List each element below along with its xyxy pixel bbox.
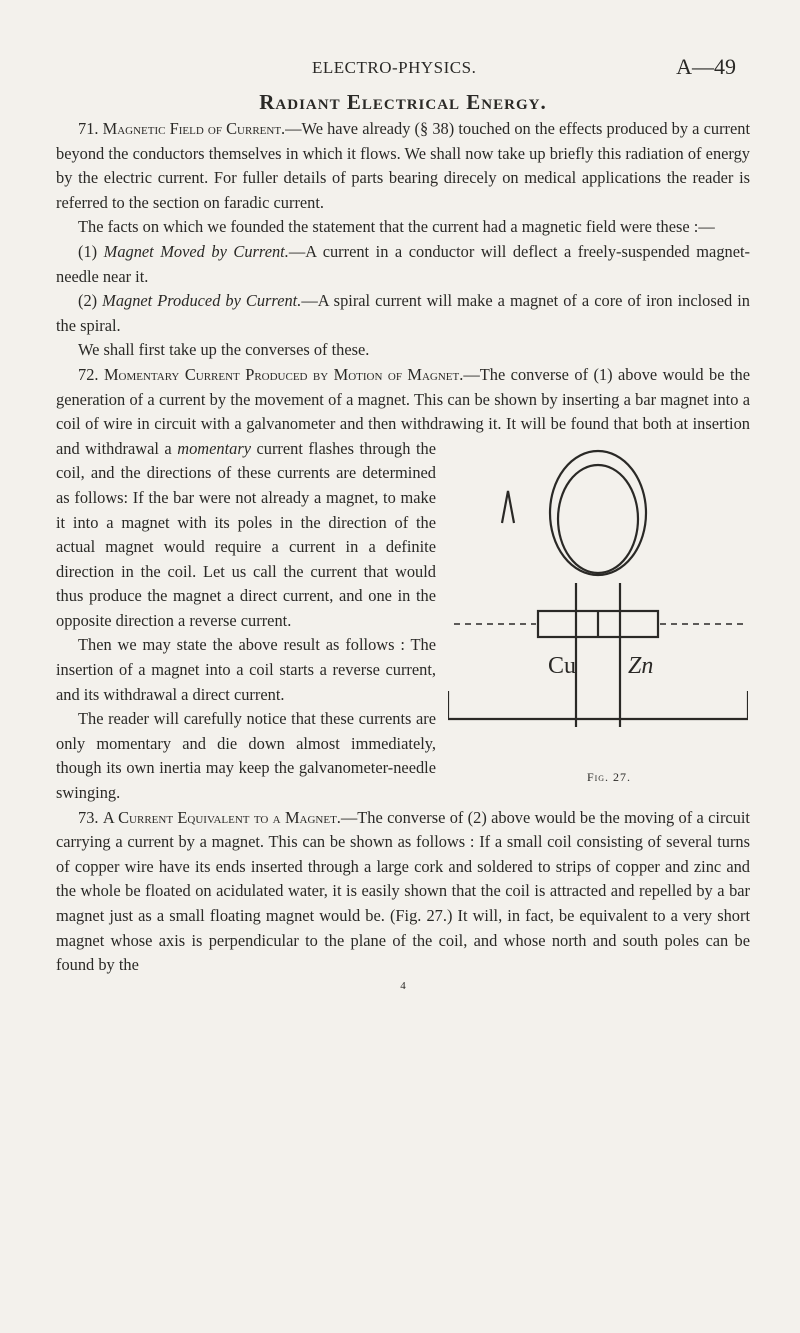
arrow-mark	[502, 491, 514, 523]
paragraph-text: current flashes through the coil, and the directions of these currents are determined as follows: If the bar were not already a magnet, to make it into a magnet with its poles in the direction of the actual magnet would require a current in a definite direction in the coil. Let us call the current that would thus produce the magnet a direct current, and one in the opposite direction a reverse current.	[56, 438, 436, 630]
list-item-2	[56, 289, 750, 338]
coil-inner-turn	[558, 465, 638, 573]
book-page	[56, 48, 750, 992]
paragraph-text: —The converse of (2) above would be the moving of a circuit carrying a current by a magnet. This can be shown as follows : If a small coil consisting of several turns of copper wire have its ends inserted through a large cork and soldered to strips of copper and zinc and the whole be floated on acidulated water, it is easily shown that the coil is attracted and repelled by a bar magnet just as a small floating magnet would be. (Fig. 27.) It will, in fact, be equivalent to a very short magnet whose axis is perpendicular to the plane of the coil, and whose north and south poles can be found by the	[56, 807, 750, 975]
paragraph-73	[56, 806, 750, 978]
label-cu: Cu	[548, 652, 577, 679]
emphasis-momentary: momentary	[177, 438, 251, 458]
list-item-title: Magnet Moved by Current.	[103, 241, 289, 261]
paragraph-reader: The reader will carefully notice that these currents are only momentary and die down almost immediately, though its own inertia may keep the galvanometer-needle swinging.	[56, 709, 436, 803]
paragraph-text: —We have already (§ 38) touched on the effects produced by a current beyond the conductors themselves in which it flows. We shall now take up briefly this radiation of energy by the electric current. For fuller details of parts bearing direcely on medical applications the reader is referred to the section on faradic current.	[56, 119, 751, 212]
list-item-title: Magnet Produced by Current.	[102, 291, 302, 311]
paragraph-heading: Magnetic Field of Current.	[102, 119, 286, 138]
paragraph-heading: Momentary Current Produced by Motion of Magnet.	[103, 364, 464, 384]
list-item-text: —A current in a conductor will deflect a freely-suspended magnet-needle near it.	[56, 241, 750, 286]
paragraph-facts: The facts on which we founded the statement that the current had a magnetic field were these :—	[78, 217, 715, 237]
figure-caption: Fig. 27.	[586, 769, 632, 784]
list-item-text: —A spiral current will make a magnet of a core of iron inclosed in the spiral.	[56, 291, 750, 335]
coil-diagram	[448, 443, 748, 763]
paragraph-heading: A Current Equivalent to a Magnet.	[102, 807, 341, 827]
running-head	[56, 48, 750, 78]
vessel	[448, 691, 748, 719]
coil-outer-turn	[550, 451, 646, 575]
paragraph-converses: We shall first take up the converses of these.	[78, 340, 370, 360]
list-item-number: (1)	[78, 241, 98, 261]
paragraph-number: 71.	[78, 119, 99, 138]
section-title: Radiant Electrical Energy.	[259, 90, 547, 114]
paragraph-number: 72.	[78, 364, 99, 384]
figure-27	[448, 443, 748, 788]
list-item-1	[56, 240, 750, 289]
paragraph-text: —The converse of (1) above would be the generation of a current by the movement of a magnet. This can be shown by inserting a bar magnet into a coil of wire in circuit with a galvanometer and then withdrawing it. It will be found that both at insertion and withdrawal a	[56, 364, 750, 458]
list-item-number: (2)	[78, 291, 98, 311]
paragraph-number: 73.	[78, 807, 99, 827]
running-head-title: ELECTRO-PHYSICS.	[312, 58, 477, 77]
paragraph-71	[56, 117, 750, 215]
paragraph-then: Then we may state the above result as follows : The insertion of a magnet into a coil starts a reverse current, and its withdrawal a direct current.	[56, 635, 436, 704]
folio-number: 4	[400, 979, 406, 992]
label-zn: Zn	[628, 652, 654, 679]
page-reference: A—49	[676, 54, 736, 79]
